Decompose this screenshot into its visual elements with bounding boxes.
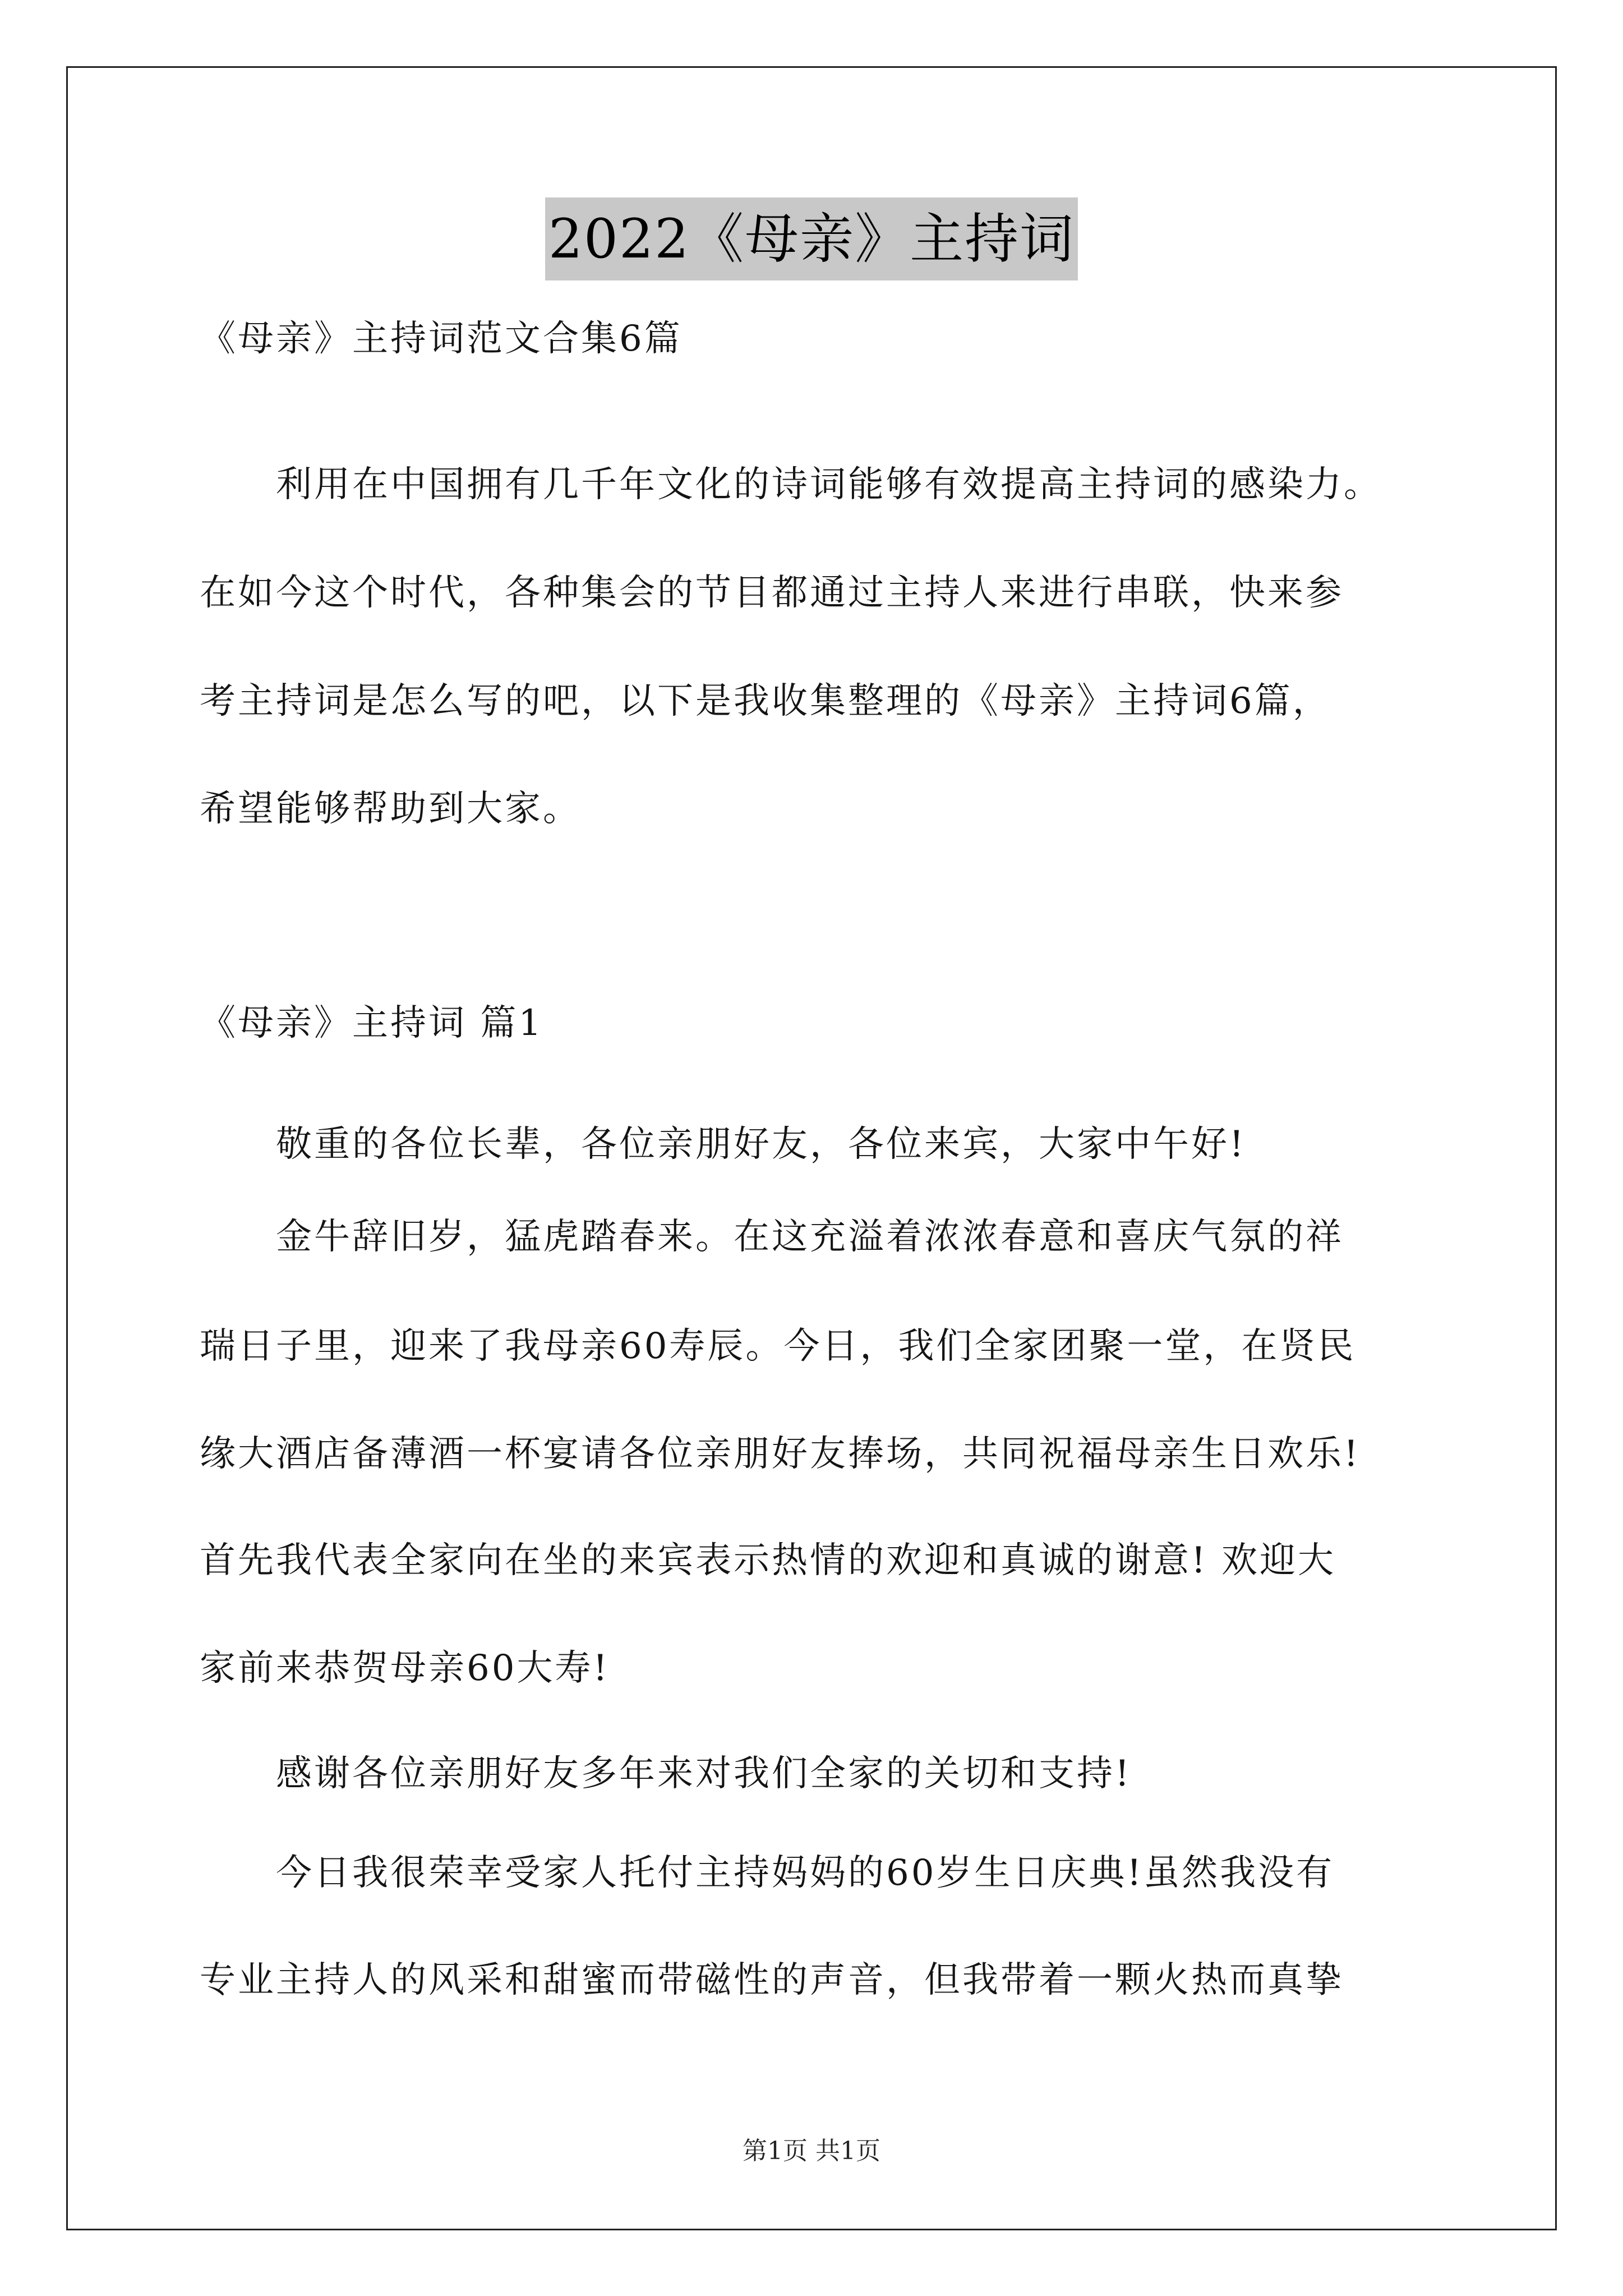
body-line: 瑞日子里，迎来了我母亲60寿辰。今日，我们全家团聚一堂，在贤民 xyxy=(200,1326,1356,1367)
intro-line: 在如今这个时代，各种集会的节目都通过主持人来进行串联，快来参 xyxy=(200,572,1344,614)
page-footer: 第1页 共1页 xyxy=(743,2137,880,2165)
intro-line: 利用在中国拥有几千年文化的诗词能够有效提高主持词的感染力。 xyxy=(200,464,1382,505)
intro-line: 考主持词是怎么写的吧，以下是我收集整理的《母亲》主持词6篇， xyxy=(200,680,1331,722)
body-line: 家前来恭贺母亲60大寿! xyxy=(200,1648,610,1689)
body-line: 敬重的各位长辈，各位亲朋好友，各位来宾，大家中午好! xyxy=(200,1124,1246,1165)
body-line: 金牛辞旧岁，猛虎踏春来。在这充溢着浓浓春意和喜庆气氛的祥 xyxy=(200,1216,1344,1258)
body-line: 今日我很荣幸受家人托付主持妈妈的60岁生日庆典!虽然我没有 xyxy=(200,1852,1335,1894)
intro-line: 希望能够帮助到大家。 xyxy=(200,788,581,830)
body-line: 首先我代表全家向在坐的来宾表示热情的欢迎和真诚的谢意! 欢迎大 xyxy=(200,1540,1336,1581)
body-line: 感谢各位亲朋好友多年来对我们全家的关切和支持! xyxy=(200,1753,1132,1795)
document-subtitle: 《母亲》主持词范文合集6篇 xyxy=(200,318,683,360)
body-line: 专业主持人的风采和甜蜜而带磁性的声音，但我带着一颗火热而真挚 xyxy=(200,1959,1344,2001)
body-line: 缘大酒店备薄酒一杯宴请各位亲朋好友捧场，共同祝福母亲生日欢乐! xyxy=(200,1433,1361,1475)
section-heading: 《母亲》主持词 篇1 xyxy=(200,1002,544,1044)
title-block xyxy=(0,197,1623,280)
document-title: 2022《母亲》主持词 xyxy=(545,197,1078,280)
